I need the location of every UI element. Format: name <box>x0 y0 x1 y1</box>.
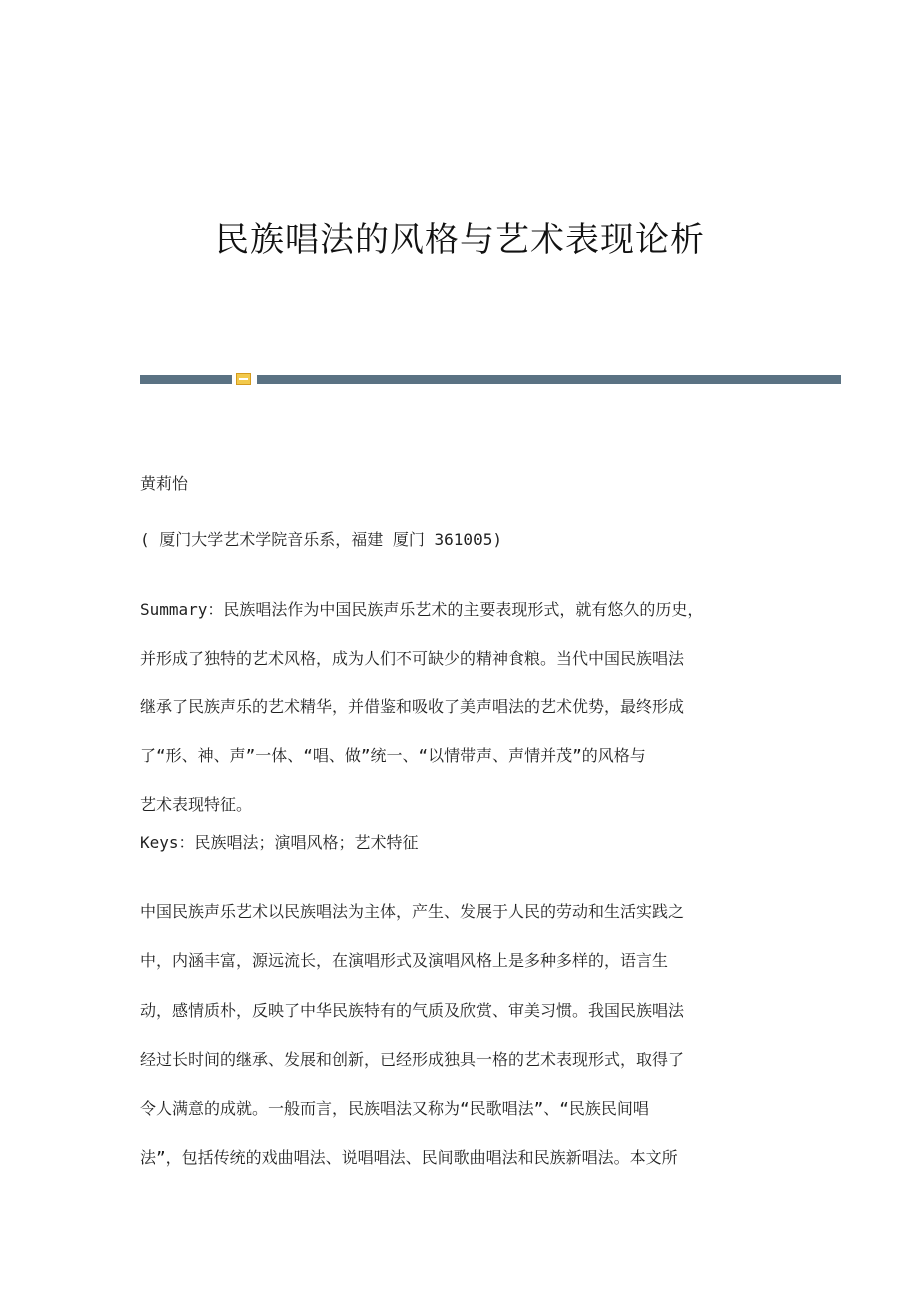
body-line: 令人满意的成就。一般而言，民族唱法又称为“民歌唱法”、“民族民间唱 <box>140 1099 649 1119</box>
summary-line: 并形成了独特的艺术风格，成为人们不可缺少的精神食粮。当代中国民族唱法 <box>140 648 685 668</box>
summary-line: 艺术表现特征。 <box>140 794 253 814</box>
title-rule-right <box>257 375 841 384</box>
body-line: 经过长时间的继承、发展和创新，已经形成独具一格的艺术表现形式，取得了 <box>140 1049 685 1069</box>
body-line: 法”，包括传统的戏曲唱法、说唱唱法、民间歌曲唱法和民族新唱法。本文所 <box>140 1148 678 1168</box>
summary-line: 继承了民族声乐的艺术精华，并借鉴和吸收了美声唱法的艺术优势，最终形成 <box>140 697 685 717</box>
body-line: 动，感情质朴，反映了中华民族特有的气质及欣赏、审美习惯。我国民族唱法 <box>140 1000 685 1020</box>
author-name: 黄莉怡 <box>140 474 189 493</box>
body-line: 中，内涵丰富，源远流长，在演唱形式及演唱风格上是多种多样的，语言生 <box>140 951 669 971</box>
summary-paragraph <box>140 586 770 830</box>
summary-line: Summary：民族唱法作为中国民族声乐艺术的主要表现形式，就有悠久的历史， <box>140 600 704 619</box>
body-line: 中国民族声乐艺术以民族唱法为主体，产生、发展于人民的劳动和生活实践之 <box>140 902 685 921</box>
author-affiliation: ( 厦门大学艺术学院音乐系，福建 厦门 361005) <box>140 530 502 549</box>
summary-line: 了“形、神、声”一体、“唱、做”统一、“以情带声、声情并茂”的风格与 <box>140 746 646 766</box>
decorative-marker-icon <box>236 373 251 385</box>
keywords-line: Keys：民族唱法；演唱风格；艺术特征 <box>140 833 419 852</box>
body-paragraph <box>140 887 770 1183</box>
page-title: 民族唱法的风格与艺术表现论析 <box>215 220 705 260</box>
title-rule-left <box>140 375 232 384</box>
